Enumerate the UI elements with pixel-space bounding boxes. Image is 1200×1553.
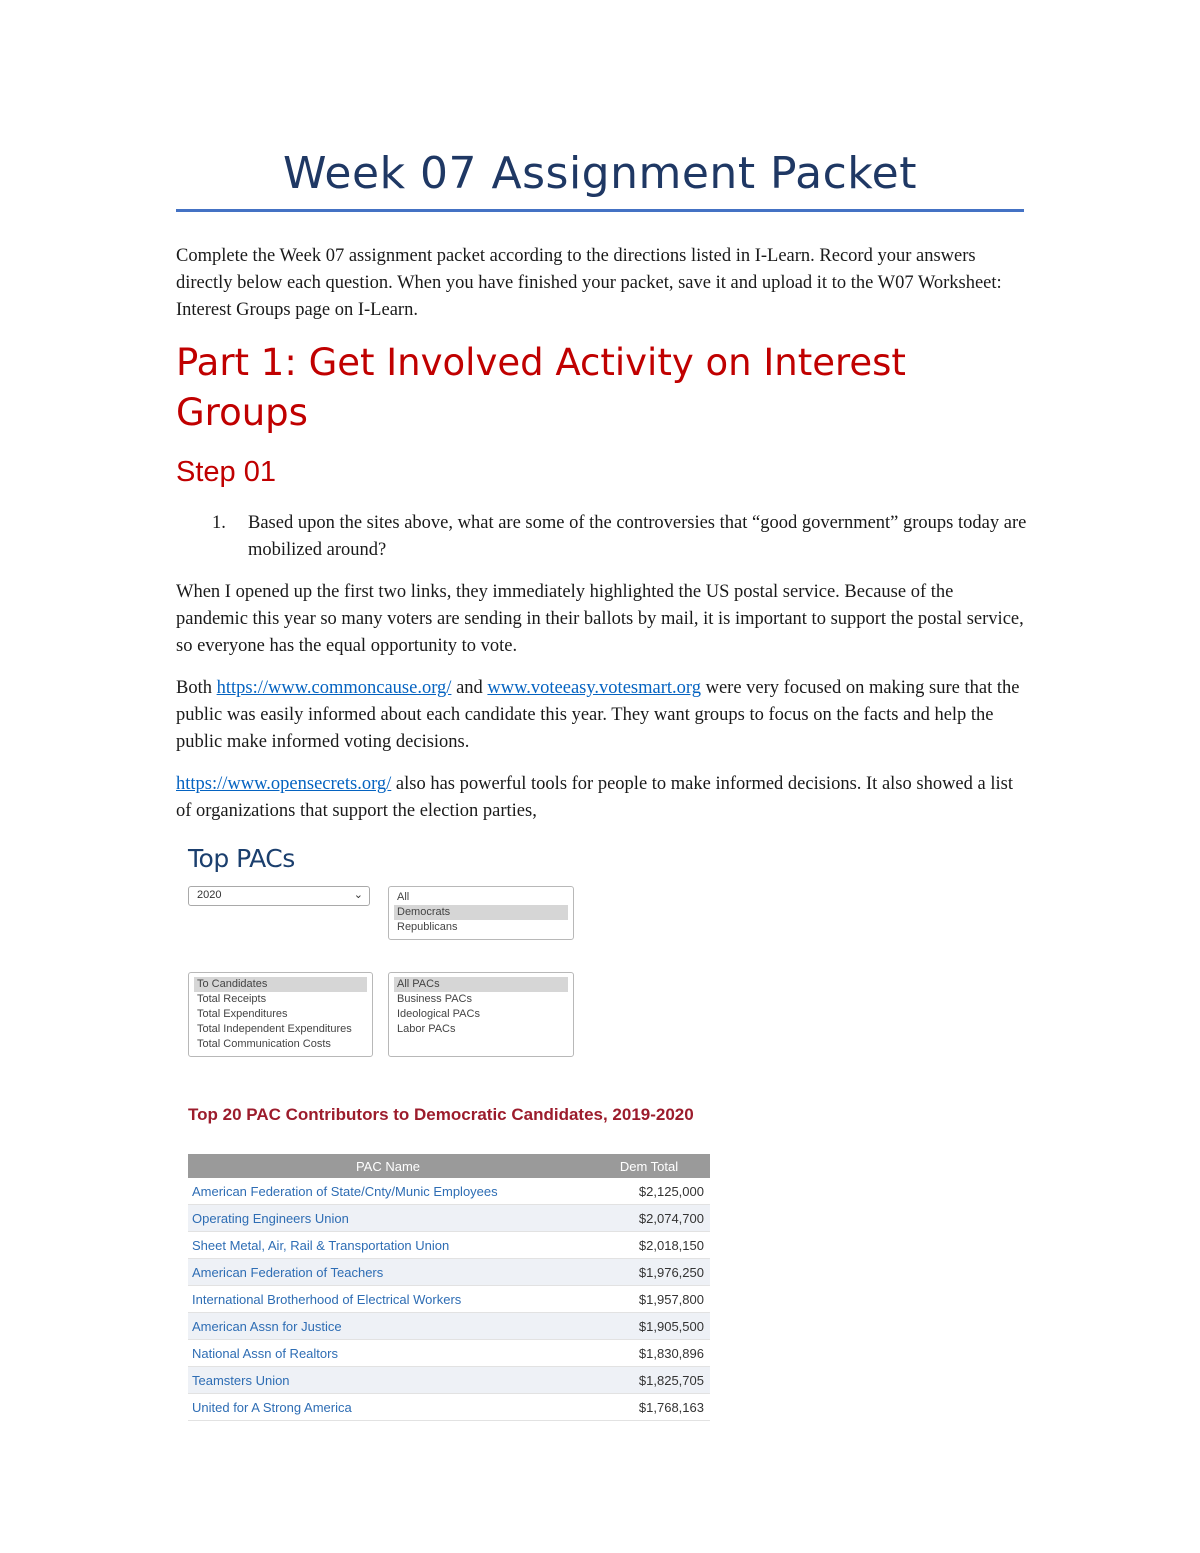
table-row <box>188 1178 710 1205</box>
pac-type-option[interactable]: All PACs <box>394 977 568 992</box>
answer-paragraph-2 <box>176 675 1026 756</box>
pac-name-link[interactable]: Sheet Metal, Air, Rail & Transportation Union <box>188 1232 588 1259</box>
dem-total-value: $2,018,150 <box>588 1232 710 1259</box>
table-header-row <box>188 1154 710 1178</box>
votesmart-link[interactable]: www.voteeasy.votesmart.org <box>487 678 701 698</box>
top-pacs-title: Top PACs <box>188 844 295 873</box>
answer-text: were very focused on making sure that the public was easily informed about each candidate this year. They want groups to focus on the facts and help the public make informed voting decisions. <box>176 678 1020 752</box>
opensecrets-link[interactable]: https://www.opensecrets.org/ <box>176 774 392 794</box>
dem-total-value: $1,825,705 <box>588 1367 710 1394</box>
pac-type-option[interactable]: Business PACs <box>397 993 472 1005</box>
column-header-pac-name: PAC Name <box>188 1154 588 1178</box>
table-row <box>188 1367 710 1394</box>
dem-total-value: $1,830,896 <box>588 1340 710 1367</box>
question-number: 1. <box>212 513 226 533</box>
dem-total-value: $1,976,250 <box>588 1259 710 1286</box>
commoncause-link[interactable]: https://www.commoncause.org/ <box>216 678 452 698</box>
table-row <box>188 1286 710 1313</box>
pac-name-link[interactable]: United for A Strong America <box>188 1394 588 1421</box>
question-text: Based upon the sites above, what are some of the controversies that “good government” groups today are mobilized around? <box>248 513 1027 560</box>
dem-total-value: $1,768,163 <box>588 1394 710 1421</box>
measure-option[interactable]: Total Expenditures <box>197 1008 288 1020</box>
party-listbox[interactable] <box>388 886 574 940</box>
pac-type-listbox[interactable] <box>388 972 574 1057</box>
measure-option[interactable]: To Candidates <box>194 977 367 992</box>
cycle-select-value: 2020 <box>197 889 222 901</box>
party-option[interactable]: Democrats <box>394 905 568 920</box>
part-heading: Part 1: Get Involved Activity on Interest Groups <box>176 341 906 434</box>
answer-paragraph-3 <box>176 771 1026 825</box>
table-row <box>188 1259 710 1286</box>
pac-name-link[interactable]: American Federation of State/Cnty/Munic Employees <box>188 1178 588 1205</box>
pac-name-link[interactable]: American Federation of Teachers <box>188 1259 588 1286</box>
dem-total-value: $1,905,500 <box>588 1313 710 1340</box>
pac-name-link[interactable]: International Brotherhood of Electrical Workers <box>188 1286 588 1313</box>
table-row <box>188 1205 710 1232</box>
page-title: Week 07 Assignment Packet <box>283 148 917 199</box>
table-row <box>188 1232 710 1259</box>
column-header-dem-total: Dem Total <box>588 1154 710 1178</box>
pac-name-link[interactable]: American Assn for Justice <box>188 1313 588 1340</box>
party-option[interactable]: Republicans <box>397 921 458 933</box>
pac-name-link[interactable]: Operating Engineers Union <box>188 1205 588 1232</box>
chevron-down-icon: ⌄ <box>353 889 363 901</box>
pac-name-link[interactable]: Teamsters Union <box>188 1367 588 1394</box>
measure-option[interactable]: Total Independent Expenditures <box>197 1023 352 1035</box>
cycle-select[interactable] <box>188 886 370 906</box>
pac-type-option[interactable]: Labor PACs <box>397 1023 456 1035</box>
dem-total-value: $2,125,000 <box>588 1178 710 1205</box>
table-row <box>188 1394 710 1421</box>
answer-text: and <box>451 678 488 698</box>
pac-type-option[interactable]: Ideological PACs <box>397 1008 480 1020</box>
measure-option[interactable]: Total Communication Costs <box>197 1038 331 1050</box>
answer-text: also has powerful tools for people to make informed decisions. It also showed a list of organizations that support the election parties, <box>176 774 1013 821</box>
intro-paragraph: Complete the Week 07 assignment packet according to the directions listed in I-Learn. Record your answers directly below each question. When you have finished your packet, save it and upload it to the W07 Worksheet: Interest Groups page on I-Learn. <box>176 246 1002 320</box>
pac-name-link[interactable]: National Assn of Realtors <box>188 1340 588 1367</box>
party-option[interactable]: All <box>397 891 410 903</box>
pac-table <box>188 1154 710 1421</box>
answer-text: Both <box>176 678 217 698</box>
step-heading: Step 01 <box>176 456 276 488</box>
embedded-screenshot <box>176 836 736 1415</box>
title-underline <box>176 209 1024 212</box>
measure-option[interactable]: Total Receipts <box>197 993 267 1005</box>
table-row <box>188 1340 710 1367</box>
dem-total-value: $1,957,800 <box>588 1286 710 1313</box>
measure-listbox[interactable] <box>188 972 373 1057</box>
table-heading: Top 20 PAC Contributors to Democratic Candidates, 2019-2020 <box>188 1105 694 1124</box>
dem-total-value: $2,074,700 <box>588 1205 710 1232</box>
answer-paragraph-1: When I opened up the first two links, they immediately highlighted the US postal service. Because of the pandemic this year so many voters are sending in their ballots by mail, it is important to support the postal service, so everyone has the equal opportunity to vote. <box>176 582 1024 656</box>
table-row <box>188 1313 710 1340</box>
